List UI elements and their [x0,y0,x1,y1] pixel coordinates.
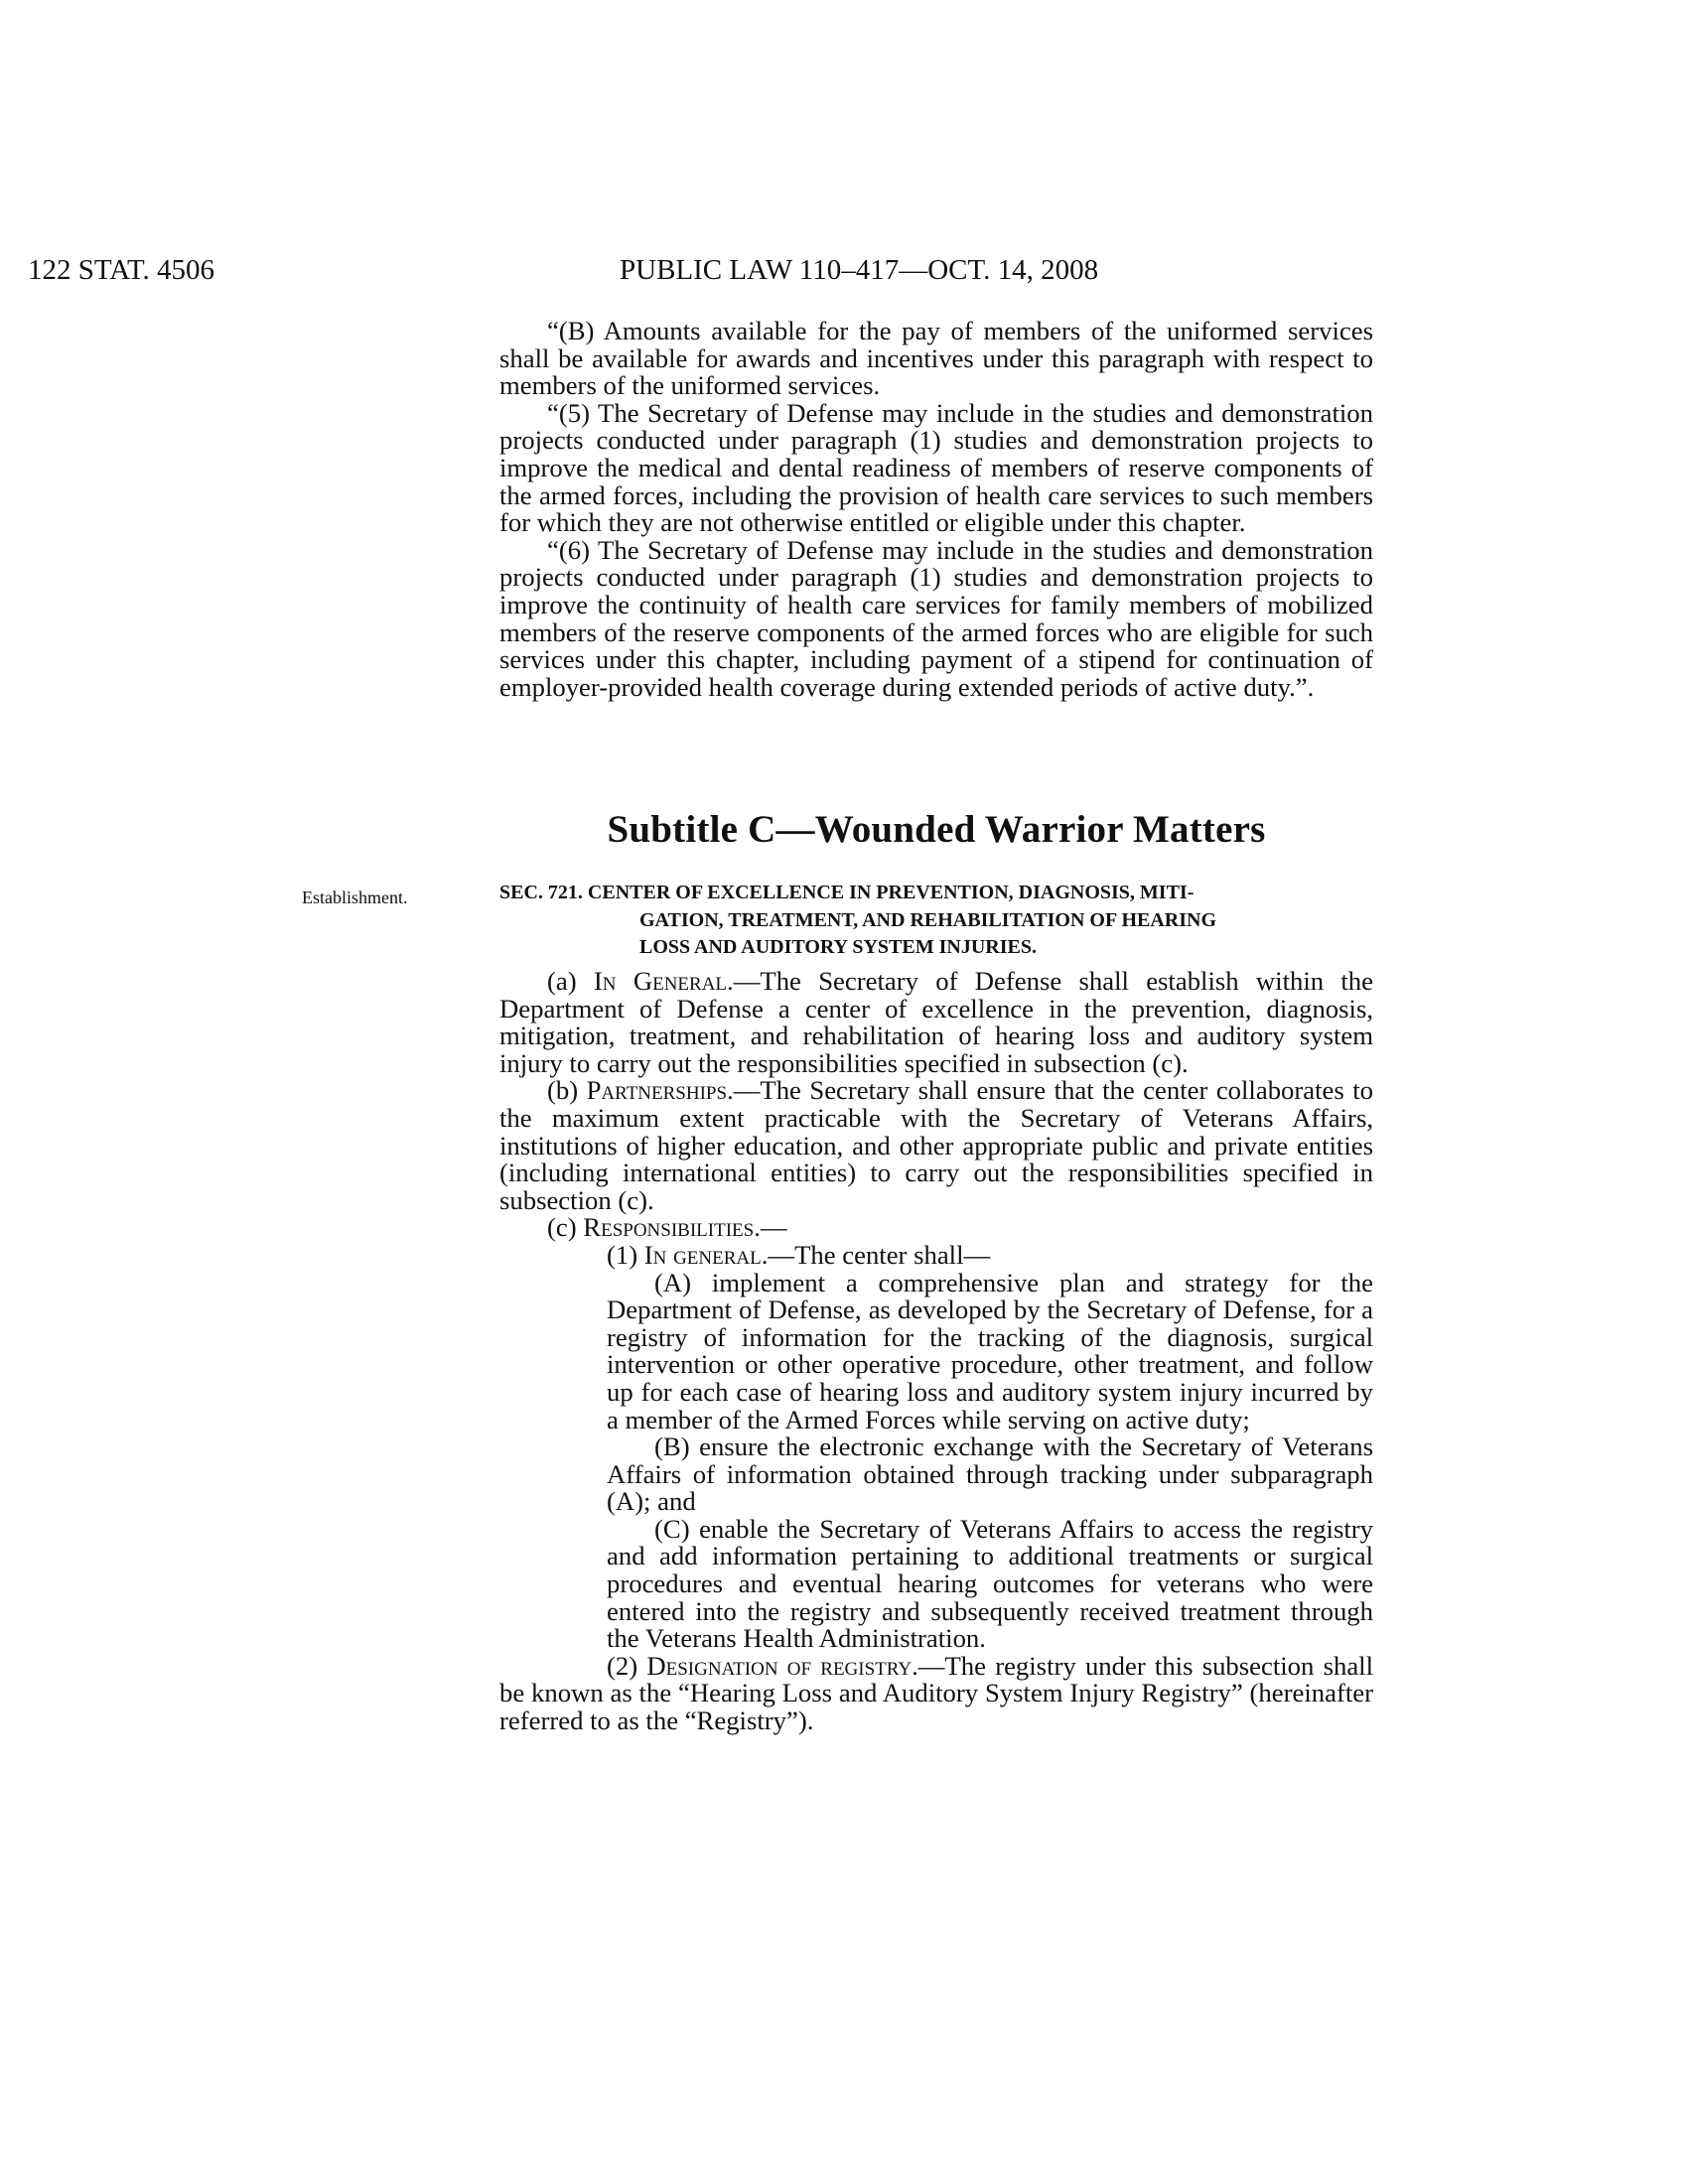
paragraph-c-2-label: (2) [607,1650,647,1681]
paragraph-6: “(6) The Secretary of Defense may include in the studies and demonstration projects conducted under paragraph (1) studies and demonstration projects to improve the continuity of health care services for family members of mobilized members of the reserve components of the armed forces who are eligible for such services under this chapter, including payment of a stipend for continuation of employer-provided health coverage during extended periods of active duty.”. [499,534,1373,702]
statute-page-reference: 122 STAT. 4506 [28,254,215,286]
subsection-b-text: .—The Secretary shall ensure that the center collaborates to the maximum extent practicable with the Secretary of Veterans Affairs, institutions of higher education, and other appropriate public and private entities (including international entities) to carry out the responsibilities specified in subsection (c). [499,1075,1373,1215]
subsection-a [499,968,1373,1077]
paragraph-c-1-caption: In general [643,1239,762,1270]
subsection-b [499,1077,1373,1214]
paragraph-c-2-caption: Designation of registry [646,1650,913,1681]
section-heading-line-2: GATION, TREATMENT, AND REHABILITATION OF HEARING [639,908,1217,931]
subsection-a-text: .—The Secretary of Defense shall establish within the Department of Defense a center of excellence in the prevention, diagnosis, mitigation, treatment, and rehabilitation of hearing loss and auditory system injury to carry out the responsibilities specified in subsection (c). [499,966,1373,1078]
public-law-reference: PUBLIC LAW 110–417—OCT. 14, 2008 [620,254,1099,286]
paragraph-c-1-label: (1) [607,1239,644,1270]
paragraph-c-1-text: .—The center shall— [761,1239,991,1270]
page-header [28,250,1249,290]
section-body [499,968,1373,1735]
subparagraph-c: (C) enable the Secretary of Veterans Affairs to access the registry and add information pertaining to additional treatments or surgical procedures and eventual hearing outcomes for veterans who were entered into the registry and subsequently received treatment through the Veterans Health Administration. [607,1513,1373,1654]
margin-note: Establishment. [302,887,408,907]
subsection-a-caption: In General [593,966,728,996]
section-heading [499,880,1373,962]
subsection-c-caption: Responsibilities [583,1212,755,1243]
top-text-block [499,318,1373,701]
subtitle-heading: Subtitle C—Wounded Warrior Matters [607,808,1266,851]
paragraph-b-amounts: “(B) Amounts available for the pay of members of the uniformed services shall be available for awards and incentives under this paragraph with respect to members of the uniformed services. [499,316,1373,401]
subparagraph-a: (A) implement a comprehensive plan and strategy for the Department of Defense, as developed by the Secretary of Defense, for a registry of information for the tracking of the diagnosis, surgical intervention or other operative procedure, other treatment, and follow up for each case of hearing loss and auditory system injury incurred by a member of the Armed Forces while serving on active duty; [607,1267,1373,1434]
subsection-a-label: (a) [547,966,594,996]
subsection-b-caption: Partnerships [586,1075,728,1106]
subparagraph-b: (B) ensure the electronic exchange with the Secretary of Veterans Affairs of information obtained through tracking under subparagraph (A); and [607,1432,1373,1517]
subsection-c [499,1214,1373,1242]
subsection-b-label: (b) [547,1075,587,1106]
paragraph-5: “(5) The Secretary of Defense may include in the studies and demonstration projects conducted under paragraph (1) studies and demonstration projects to improve the medical and dental readiness of members of reserve components of the armed forces, including the provision of health care services to such members for which they are not otherwise entitled or eligible under this chapter. [499,397,1373,538]
subsection-c-label: (c) [547,1212,584,1243]
paragraph-c-2-text: .—The registry under this subsection shall be known as the “Hearing Loss and Auditory System Injury Registry” (hereinafter referred to as the “Registry”). [499,1650,1373,1736]
section-heading-line-1: SEC. 721. CENTER OF EXCELLENCE IN PREVENTION, DIAGNOSIS, MITI- [499,882,1195,903]
paragraph-c-2 [499,1650,1373,1736]
subsection-c-text: .— [754,1212,787,1243]
section-heading-line-3: LOSS AND AUDITORY SYSTEM INJURIES. [639,936,1037,959]
paragraph-c-1 [499,1239,1373,1270]
